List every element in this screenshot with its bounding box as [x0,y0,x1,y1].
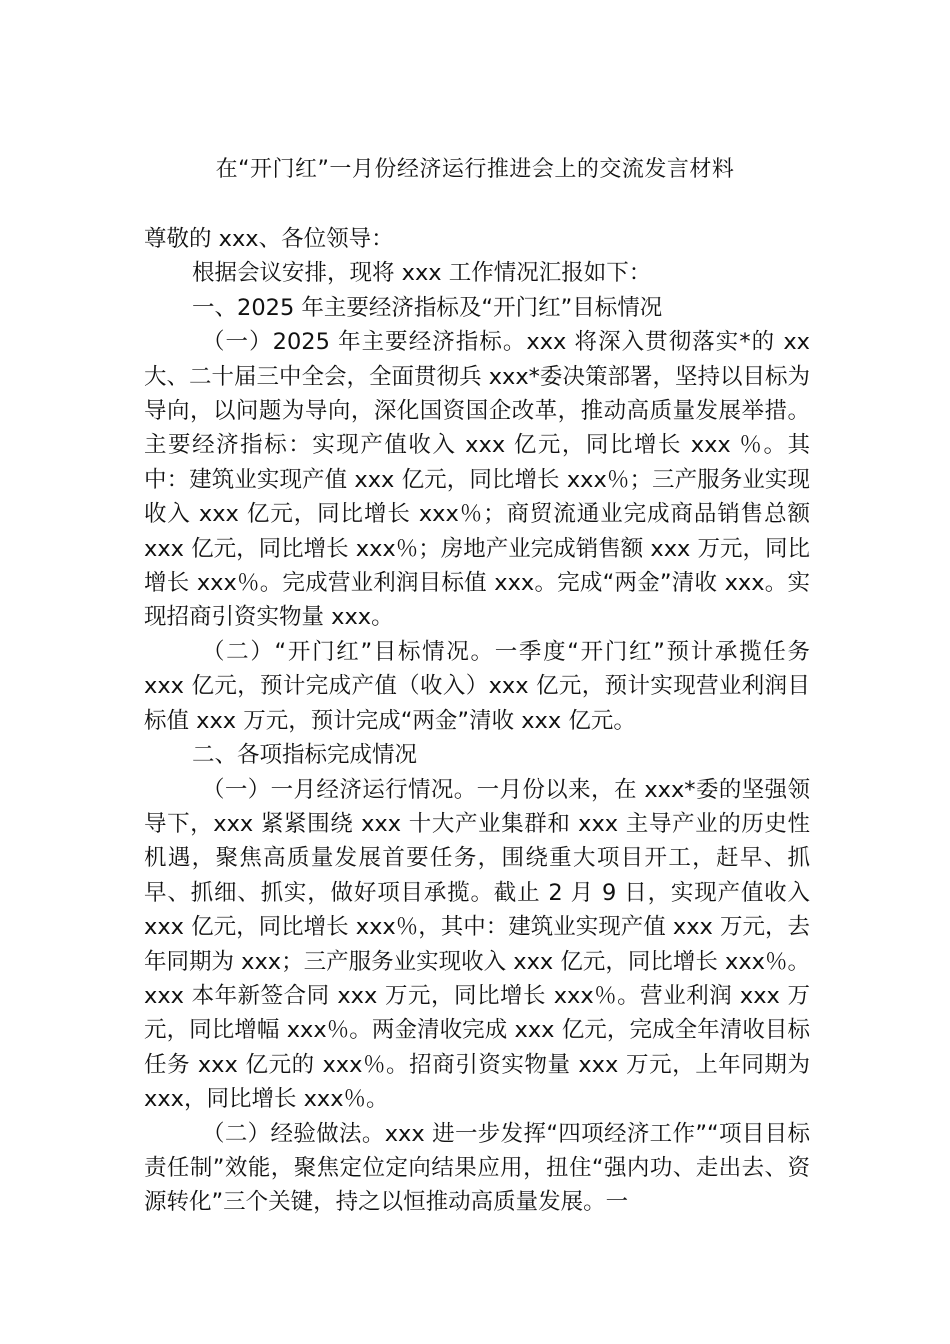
paragraph-intro: 根据会议安排，现将 xxx 工作情况汇报如下： [192,260,652,287]
paragraph-1-1: （一）2025 年主要经济指标。xxx 将深入贯彻落实*的 xx 大、二十届三中全会，全面贯彻兵 xxx*委决策部署，坚持以目标为导向，以问题为导向，深化国资国企改革，推动高质量发展举措。主要经济指标：实现产值收入 xxx 亿元，同比增长 xxx ％。其中：建筑业实现产值 xxx 亿元，同比增长 xxx％；三产服务业实现收入 xxx 亿元，同比增长 xxx％；商贸流通业完成商品销售总额 xxx 亿元，同比增长 xxx％；房地产业完成销售额 xxx 万元，同比增长 xxx％。完成营业利润目标值 xxx。完成“两金”清收 xxx。实现招商引资实物量 xxx。 [144,329,810,631]
paragraph-2-2: （二）经验做法。xxx 进一步发挥“四项经济工作”“项目目标责任制”效能，聚焦定位定向结果应用，扭住“强内功、走出去、资源转化”三个关键，持之以恒推动高质量发展。一 [144,1120,810,1216]
salutation: 尊敬的 xxx、各位领导： [144,226,394,252]
paragraph-1-2: （二）“开门红”目标情况。一季度“开门红”预计承揽任务 xxx 亿元，预计完成产值（收入）xxx 亿元，预计实现营业利润目标值 xxx 万元，预计完成“两金”清收 xxx 亿元。 [144,638,810,734]
document-title: 在“开门红”一月份经济运行推进会上的交流发言材料 [215,157,735,182]
section-heading-2: 二、各项指标完成情况 [192,742,418,769]
section-heading-1: 一、2025 年主要经济指标及“开门红”目标情况 [192,294,663,321]
paragraph-2-1: （一）一月经济运行情况。一月份以来，在 xxx*委的坚强领导下，xxx 紧紧围绕 xxx 十大产业集群和 xxx 主导产业的历史性机遇，聚焦高质量发展首要任务，围绕重大项目开工，赶早、抓早、抓细、抓实，做好项目承揽。截止 2 月 9 日，实现产值收入 xxx 亿元，同比增长 xxx％，其中：建筑业实现产值 xxx 万元，去年同期为 xxx；三产服务业实现收入 xxx 亿元，同比增长 xxx％。xxx 本年新签合同 xxx 万元，同比增长 xxx％。营业利润 xxx 万元，同比增幅 xxx％。两金清收完成 xxx 亿元，完成全年清收目标任务 xxx 亿元的 xxx％。招商引资实物量 xxx 万元，上年同期为 xxx，同比增长 xxx％。 [144,776,810,1113]
document-body [144,222,810,1220]
